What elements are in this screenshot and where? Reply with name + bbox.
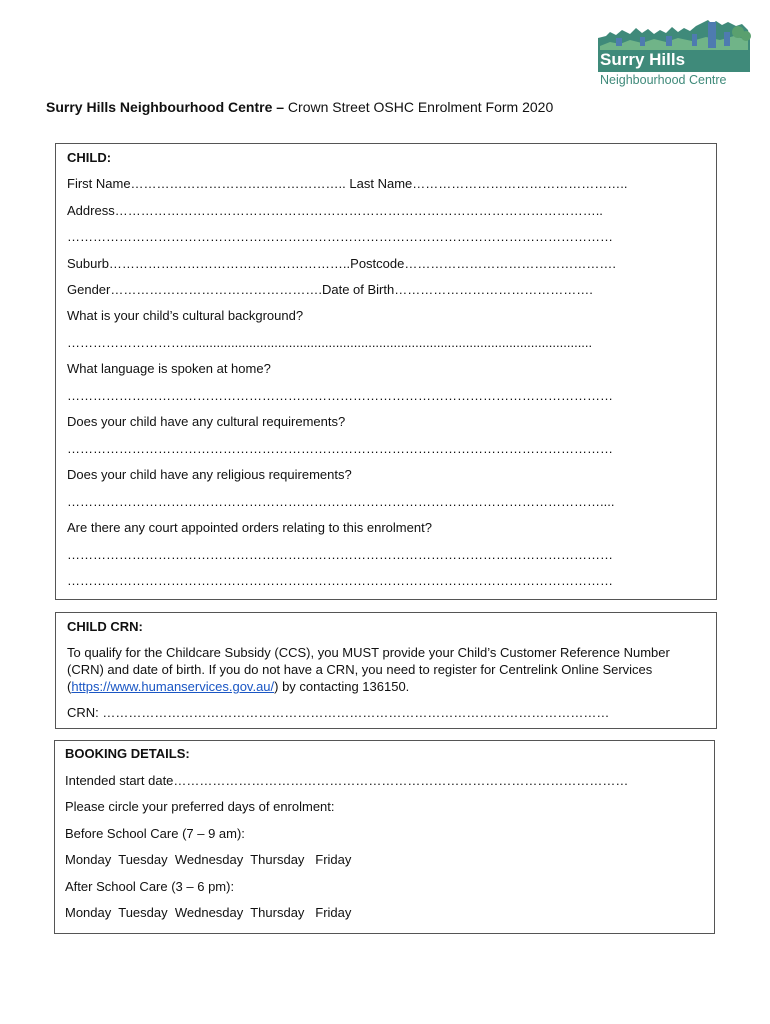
address-field[interactable]: Address………………………………………………………………………………………………….. (67, 203, 603, 218)
crn-heading: CHILD CRN: (67, 619, 143, 634)
court-orders-answer-line1[interactable]: ……………………………………………………………………………………………………………… (67, 547, 613, 562)
religious-requirements-question: Does your child have any religious requirements? (67, 467, 352, 482)
child-section (55, 143, 717, 600)
child-crn-section (55, 612, 717, 729)
crn-field[interactable]: CRN: ……………………………………………………………………………………………………… (67, 705, 610, 720)
cultural-background-question: What is your child’s cultural background? (67, 308, 304, 323)
humanservices-link[interactable]: https://www.humanservices.gov.au/ (71, 679, 275, 694)
page-title (46, 99, 553, 115)
cultural-background-answer[interactable]: ………………………................................................................................................................. (67, 335, 593, 350)
suburb-postcode-field[interactable]: Suburb………………………………………………..Postcode…………………………………………. (67, 256, 616, 271)
after-school-days[interactable]: Monday Tuesday Wednesday Thursday Friday (65, 905, 352, 920)
intended-start-date-field[interactable]: Intended start date…………………………………………………………………………………………… (65, 773, 629, 788)
logo-name-line2: Neighbourhood Centre (600, 73, 727, 87)
crn-instructions-contact: ) by contacting 136150. (274, 679, 410, 694)
crn-instructions (67, 644, 707, 695)
page-title-organisation: Surry Hills Neighbourhood Centre – (46, 99, 285, 115)
home-language-question: What language is spoken at home? (67, 361, 271, 376)
after-school-care-label: After School Care (3 – 6 pm): (65, 879, 235, 894)
before-school-days[interactable]: Monday Tuesday Wednesday Thursday Friday (65, 852, 352, 867)
circle-days-prompt: Please circle your preferred days of enrolment: (65, 799, 335, 814)
logo-name-line1: Surry Hills (600, 50, 686, 69)
name-field[interactable]: First Name………………………………………….. Last Name………………………………………….. (67, 176, 628, 191)
crn-instructions-text: To qualify for the Childcare Subsidy (CCS), you MUST provide your Child’s Customer Reference Number (CRN) and date of birth. If you do not have a CRN, you need to register for Centrelink Online Services ( (67, 645, 670, 694)
before-school-care-label: Before School Care (7 – 9 am): (65, 826, 245, 841)
address-continuation-field[interactable]: ……………………………………………………………………………………………………………… (67, 229, 613, 244)
gender-dob-field[interactable]: Gender………………………………………….Date of Birth………………………………………. (67, 282, 593, 297)
page-title-form-name: Crown Street OSHC Enrolment Form 2020 (284, 99, 554, 115)
court-orders-question: Are there any court appointed orders relating to this enrolment? (67, 520, 432, 535)
booking-details-section (54, 740, 715, 934)
religious-requirements-answer[interactable]: …………………………………………………………………………………………………………….... (67, 494, 615, 509)
neighbourhood-centre-logo (596, 16, 752, 90)
home-language-answer[interactable]: ……………………………………………………………………………………………………………… (67, 388, 613, 403)
cultural-requirements-question: Does your child have any cultural requirements? (67, 414, 346, 429)
cultural-requirements-answer[interactable]: ……………………………………………………………………………………………………………… (67, 441, 613, 456)
court-orders-answer-line2[interactable]: ……………………………………………………………………………………………………………… (67, 573, 613, 588)
booking-heading: BOOKING DETAILS: (65, 746, 190, 761)
child-heading: CHILD: (67, 150, 112, 165)
